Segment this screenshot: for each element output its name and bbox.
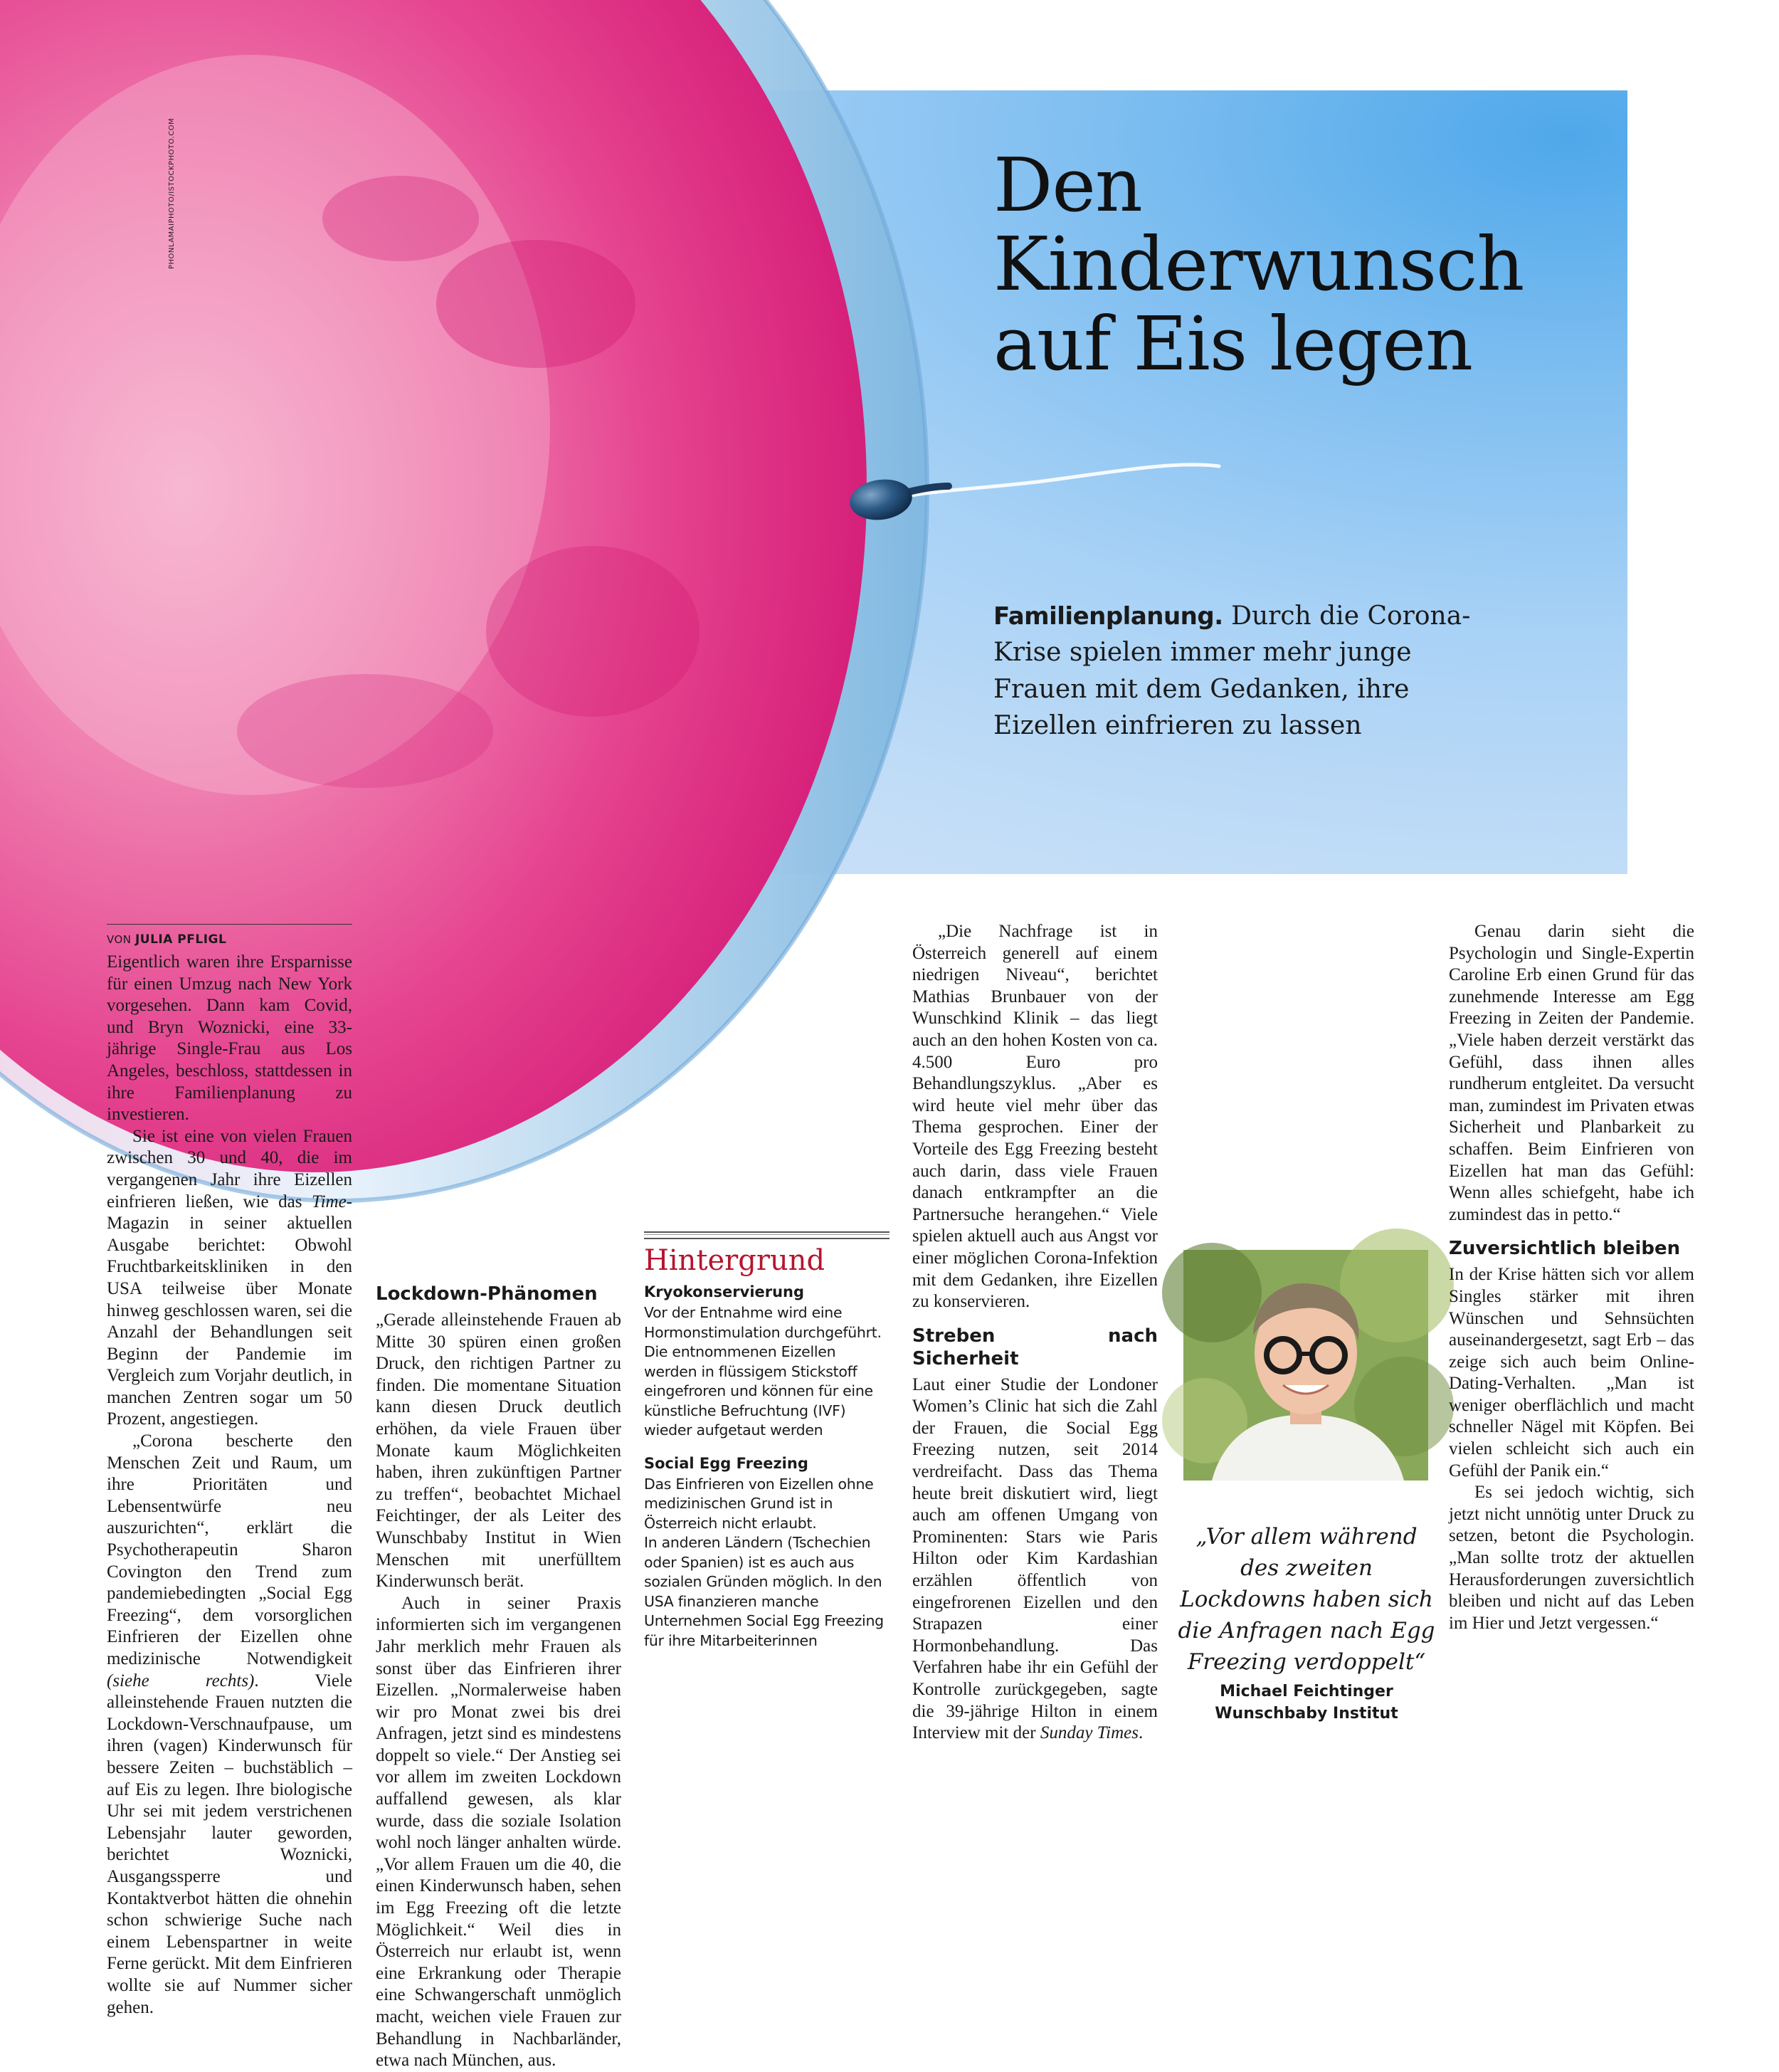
article-column-4 <box>912 921 1158 1743</box>
article-paragraph: Eigentlich waren ihre Ersparnisse für einen Umzug nach New York vorgesehen. Dann kam Covid, und Bryn Woznicki, eine 33-jährige Single-Frau aus Los Angeles, beschloss, stattdessen in ihre Familienplanung zu investieren. <box>107 952 352 1125</box>
headline-line-3: auf Eis legen <box>993 300 1473 387</box>
subheading-zuversicht: Zuversichtlich bleiben <box>1449 1238 1681 1260</box>
quote-author-org: Wunschbaby Institut <box>1215 1705 1398 1723</box>
article-column-6 <box>1449 921 1694 1725</box>
article-paragraph: Genau darin sieht die Psychologin und Single-Expertin Caroline Erb einen Grund für das zunehmende Interesse am Egg Freezing in Zeiten der Pandemie. „Viele haben derzeit verstärkt das Gefühl, dass ihnen alles rundherum entgleitet. Da versucht man, zumindest im Privaten etwas Sicherheit und Planbarkeit zu schaffen. Beim Einfrieren von Eizellen hat man das Gefühl: Wenn alles schiefgeht, habe ich zumindest das in petto.“ <box>1449 922 1694 1224</box>
pull-quote: „Vor allem während des zweiten Lockdowns haben sich die Anfragen nach Egg Freezing verdoppelt“ <box>1178 1524 1435 1675</box>
article-column-2 <box>376 921 621 2071</box>
headline-line-2: Kinderwunsch <box>993 221 1524 308</box>
byline: VON JULIA PFLIGL <box>107 924 352 947</box>
article-paragraph: „Die Nachfrage ist in Österreich generell auf einem niedrigen Niveau“, berichtet Mathias Brunbauer von der Wunschkind Klinik – das liegt auch an den hohen Kosten von ca. 4.500 Euro pro Behandlungszyklus. „Aber es wird heute viel mehr über das Thema gesprochen. Einer der Vorteile des Egg Freezing besteht auch darin, dass viele Frauen danach entkrampfter an die Partnersuche herangehen.“ Viele spielen aktuell auch aus Angst vor einer möglichen Corona-Infektion mit dem Gedanken, ihre Eizellen zu konservieren. <box>912 922 1158 1312</box>
lead-paragraph <box>993 598 1477 745</box>
infobox-text: Vor der Entnahme wird eine Hormonstimulation durchgeführt. Die entnommenen Eizellen werden in flüssigem Stickstoff eingefroren und können für eine künstliche Befruchtung (IVF) wieder aufgetaut werden <box>644 1304 882 1439</box>
background-infobox <box>644 1231 890 1651</box>
article-paragraph: „Gerade alleinstehende Frauen ab Mitte 30 spüren einen großen Druck, den richtigen Partner zu finden. Die momentane Situation kann diesen Druck deutlich erhöhen, da viele Frauen über Monate kaum Möglichkeiten haben, ihren zukünftigen Partner zu treffen“, beobachtet Michael Feichtinger, der als Leiter des Wunschbaby Institut in Wien Menschen mit unerfülltem Kinderwunsch berät. <box>376 1310 621 1592</box>
infobox-text: Das Einfrieren von Eizellen ohne medizinischen Grund ist in Österreich nicht erlaubt. In anderen Ländern (Tschechien oder Spanien) ist es auch aus sozialen Gründen möglich. In den USA finanzieren manche Unternehmen Social Egg Freezing für ihre Mitarbeiterinnen <box>644 1475 884 1649</box>
infobox-heading: Social Egg Freezing <box>644 1454 808 1472</box>
headline <box>993 142 1605 387</box>
article-column-5 <box>1181 921 1426 1206</box>
article-column-1 <box>107 924 352 2017</box>
article-paragraph: Laut einer Studie der Londoner Women’s Clinic hat sich die Zahl der Frauen, die Social Egg Freezing nutzen, seit 2014 verdreifacht. Dass das Thema heute breit diskutiert wird, liegt auch am offenen Umgang von Prominenten: Stars wie Paris Hilton oder Kim Kardashian erzählen öffentlich von eingefrorenen Eizellen und den Strapazen einer Hormonbehandlung. Das Verfahren habe ihr ein Gefühl der Kontrolle zurückgegeben, sagte die 39-jährige Hilton in einem Interview mit der Sunday Times. <box>912 1374 1158 1743</box>
article-paragraph: Es sei jedoch wichtig, sich jetzt nicht unnötig unter Druck zu setzen, betont die Psychologin. „Man sollte trotz der aktuellen Herausforderungen zuversichtlich bleiben und nicht auf das Leben im Hier und Jetzt vergessen.“ <box>1449 1483 1694 1633</box>
article-paragraph: „Corona bescherte den Menschen Zeit und Raum, um ihre Prioritäten und Lebensentwürfe neu auszurichten“, erklärt die Psychotherapeutin Sharon Covington den Trend zum pandemiebedingten „Social Egg Freezing“, dem vorsorglichen Einfrieren der Eizellen ohne medizinische Notwendigkeit (siehe rechts). Viele alleinstehende Frauen nutzten die Lockdown-Verschnaufpause, um ihren (vagen) Kinderwunsch für bessere Zeiten – buchstäblich – auf Eis zu legen. Ihre biologische Uhr sei mit jedem verstrichenen Lebensjahr lauter geworden, berichtet Woznicki, Ausgangssperre und Kontaktverbot hätten die ohnehin schon schwierige Suche nach einem Lebenspartner in weite Ferne gerückt. Mit dem Einfrieren wollte sie auf Nummer sicher gehen. <box>107 1431 352 2017</box>
subheading-sicherheit: Streben nach Sicherheit <box>912 1325 1158 1369</box>
headline-line-1: Den <box>993 142 1142 228</box>
article-paragraph: Auch in seiner Praxis informierten sich im vergangenen Jahr merklich mehr Frauen als sonst über das Einfrieren ihrer Eizellen. „Normalerweise haben wir pro Monat zwei bis drei Anfragen, jetzt sind es mindestens doppelt so viele.“ Der Anstieg sei vor allem im zweiten Lockdown auffallend gewesen, als klar wurde, dass die soziale Isolation wohl noch länger anhalten würde. „Vor allem Frauen um die 40, die einen Kinderwunsch haben, sehen im Egg Freezing oft die letzte Möglichkeit.“ Weil dies in Österreich nur erlaubt ist, wenn eine Erkrankung oder Therapie eine Schwangerschaft unmöglich macht, weichen viele Frauen zur Behandlung in Nachbarländer, etwa nach München, aus. <box>376 1593 621 2071</box>
quote-author-name: Michael Feichtinger <box>1220 1683 1393 1700</box>
photo-credit: PHONLAMAIPHOTO/ISTOCKPHOTO.COM <box>168 117 176 269</box>
article-paragraph: Sie ist eine von vielen Frauen zwischen 30 und 40, die im vergangenen Jahr ihre Eizellen einfrieren ließen, wie das Time-Magazin in seiner aktuellen Ausgabe berichtet: Obwohl Fruchtbarkeitskliniken in den USA teilweise über Monate hinweg geschlossen waren, sei die Anzahl der Behandlungen seit Beginn der Pandemie im Vergleich zum Vorjahr deutlich, in manchen Zentren sogar um 50 Prozent, angestiegen. <box>107 1126 352 1429</box>
subheading-lockdown: Lockdown-Phänomen <box>376 1283 598 1305</box>
article-column-3 <box>644 921 890 1206</box>
pull-quote-author <box>1178 1681 1435 1725</box>
infobox-title: Hintergrund <box>644 1244 825 1277</box>
infobox-heading: Kryokonservierung <box>644 1283 805 1300</box>
lead-text: Durch die Corona-Krise spielen immer mehr junge Frauen mit dem Gedanken, ihre Eizellen einfrieren zu lassen <box>993 601 1471 741</box>
portrait-photo <box>1183 1250 1428 1481</box>
article-paragraph: In der Krise hätten sich vor allem Singles stärker mit ihren Wünschen und Sehnsüchten auseinandergesetzt, sagt Erb – das zeige sich auch beim Online-Dating-Verhalten. „Man ist weniger oberflächlich und macht schneller Nägel mit Köpfen. Bei vielen schleicht sich auch ein Gefühl der Panik ein.“ <box>1449 1265 1694 1481</box>
portrait-illustration <box>1183 1250 1428 1481</box>
byline-author: JULIA PFLIGL <box>134 932 227 947</box>
lead-kicker: Familienplanung. <box>993 602 1223 631</box>
infobox-rule <box>644 1231 890 1239</box>
